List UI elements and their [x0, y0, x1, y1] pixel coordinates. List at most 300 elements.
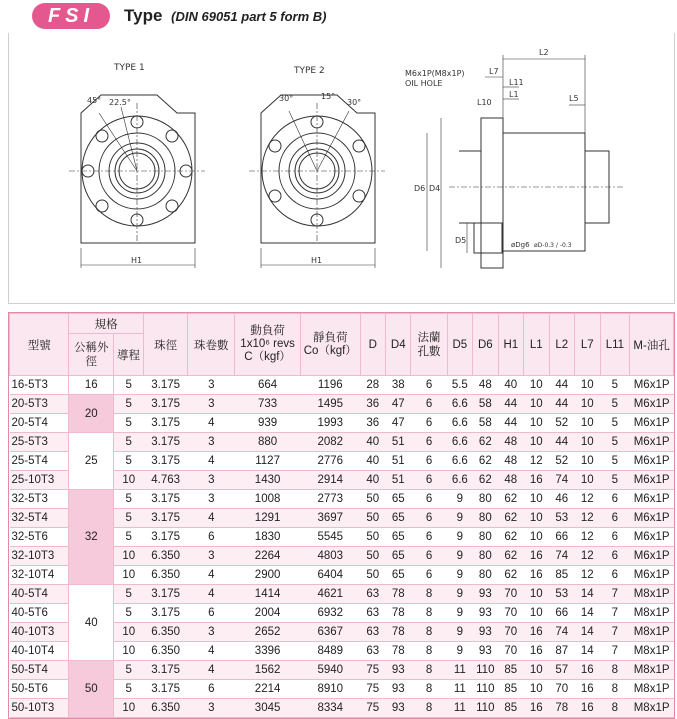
- cell-d4: 78: [386, 642, 411, 661]
- cell-c: 2900: [235, 566, 301, 585]
- cell-co: 6404: [301, 566, 360, 585]
- type2-angle-30b: 30°: [347, 98, 362, 107]
- cell-h1: 85: [498, 699, 523, 718]
- cell-l11: 6: [600, 490, 630, 509]
- cell-l1: 10: [524, 585, 549, 604]
- cell-lead: 5: [114, 414, 144, 433]
- cell-c: 1291: [235, 509, 301, 528]
- cell-l1: 10: [524, 604, 549, 623]
- cell-lead: 5: [114, 585, 144, 604]
- cell-d4: 65: [386, 566, 411, 585]
- cell-d6: 48: [473, 376, 498, 395]
- cell-model: 20-5T4: [10, 414, 69, 433]
- type1-label: TYPE 1: [114, 63, 145, 73]
- cell-h1: 44: [498, 414, 523, 433]
- cell-holes: 8: [411, 623, 447, 642]
- dim-d4: D4: [429, 184, 441, 193]
- cell-d6: 93: [473, 604, 498, 623]
- cell-model: 40-5T4: [10, 585, 69, 604]
- cell-l1: 16: [524, 566, 549, 585]
- dim-dg6: øDg6: [511, 241, 530, 249]
- cell-l1: 10: [524, 376, 549, 395]
- cell-lead: 10: [114, 623, 144, 642]
- type1-angle-45: 45°: [87, 96, 102, 105]
- cell-l2: 70: [549, 680, 574, 699]
- cell-ball: 3.175: [143, 490, 188, 509]
- cell-d: 36: [360, 414, 385, 433]
- cell-ball: 3.175: [143, 452, 188, 471]
- cell-l7: 12: [575, 528, 600, 547]
- cell-d: 63: [360, 604, 385, 623]
- cell-co: 8489: [301, 642, 360, 661]
- cell-holes: 6: [411, 376, 447, 395]
- cell-lead: 5: [114, 490, 144, 509]
- cell-l2: 44: [549, 395, 574, 414]
- cell-l1: 10: [524, 433, 549, 452]
- cell-l2: 44: [549, 433, 574, 452]
- cell-c: 3045: [235, 699, 301, 718]
- cell-c: 733: [235, 395, 301, 414]
- cell-lead: 5: [114, 680, 144, 699]
- cell-d4: 38: [386, 376, 411, 395]
- cell-lead: 5: [114, 395, 144, 414]
- cell-circ: 4: [188, 661, 235, 680]
- cell-circ: 6: [188, 604, 235, 623]
- cell-c: 880: [235, 433, 301, 452]
- cell-d5: 6.6: [447, 471, 472, 490]
- cell-oil: M8x1P: [630, 680, 674, 699]
- cell-co: 5940: [301, 661, 360, 680]
- cell-lead: 10: [114, 566, 144, 585]
- col-oil-hole: M-油孔: [630, 314, 674, 376]
- cell-lead: 5: [114, 509, 144, 528]
- cell-d6: 80: [473, 566, 498, 585]
- cell-l2: 44: [549, 376, 574, 395]
- cell-l7: 16: [575, 699, 600, 718]
- cell-l7: 14: [575, 642, 600, 661]
- cell-model: 32-10T4: [10, 566, 69, 585]
- cell-circ: 3: [188, 395, 235, 414]
- cell-model: 40-10T4: [10, 642, 69, 661]
- type2-flange-drawing: [249, 95, 385, 268]
- cell-model: 32-10T3: [10, 547, 69, 566]
- cell-oil: M6x1P: [630, 433, 674, 452]
- cell-c: 1430: [235, 471, 301, 490]
- cell-l11: 6: [600, 528, 630, 547]
- cell-l7: 10: [575, 414, 600, 433]
- cell-lead: 5: [114, 528, 144, 547]
- cell-h1: 48: [498, 452, 523, 471]
- cell-d6: 80: [473, 528, 498, 547]
- cell-oil: M6x1P: [630, 490, 674, 509]
- cell-c: 2214: [235, 680, 301, 699]
- cell-l2: 57: [549, 661, 574, 680]
- cell-d5: 9: [447, 623, 472, 642]
- dim-l11: L11: [509, 78, 524, 87]
- cell-holes: 6: [411, 452, 447, 471]
- cell-d5: 11: [447, 661, 472, 680]
- cell-l7: 12: [575, 547, 600, 566]
- cell-l1: 10: [524, 395, 549, 414]
- cell-holes: 6: [411, 490, 447, 509]
- cell-nominal-od: 40: [69, 585, 114, 661]
- cell-h1: 70: [498, 623, 523, 642]
- cell-d: 50: [360, 566, 385, 585]
- cell-l7: 10: [575, 452, 600, 471]
- cell-ball: 3.175: [143, 604, 188, 623]
- cell-d: 63: [360, 623, 385, 642]
- cell-oil: M8x1P: [630, 604, 674, 623]
- cell-holes: 8: [411, 680, 447, 699]
- cell-d6: 93: [473, 585, 498, 604]
- dim-l10: L10: [477, 98, 492, 107]
- cell-l11: 7: [600, 604, 630, 623]
- col-lead: 導程: [114, 334, 144, 376]
- cell-lead: 10: [114, 642, 144, 661]
- cell-lead: 10: [114, 699, 144, 718]
- cell-d: 75: [360, 661, 385, 680]
- cell-d5: 9: [447, 528, 472, 547]
- col-model: 型號: [10, 314, 69, 376]
- cell-co: 8334: [301, 699, 360, 718]
- cell-holes: 6: [411, 509, 447, 528]
- cell-oil: M6x1P: [630, 471, 674, 490]
- col-l7: L7: [575, 314, 600, 376]
- cell-co: 1196: [301, 376, 360, 395]
- cell-l7: 12: [575, 509, 600, 528]
- cell-holes: 8: [411, 661, 447, 680]
- cell-d6: 62: [473, 452, 498, 471]
- table-row: [10, 433, 674, 452]
- cell-model: 20-5T3: [10, 395, 69, 414]
- cell-oil: M6x1P: [630, 376, 674, 395]
- cell-l1: 16: [524, 471, 549, 490]
- cell-circ: 6: [188, 680, 235, 699]
- cell-l2: 74: [549, 623, 574, 642]
- dim-d5: D5: [455, 236, 467, 245]
- cell-co: 1495: [301, 395, 360, 414]
- cell-d5: 11: [447, 699, 472, 718]
- cell-l2: 53: [549, 585, 574, 604]
- cell-holes: 8: [411, 585, 447, 604]
- cell-co: 2776: [301, 452, 360, 471]
- cell-d6: 110: [473, 699, 498, 718]
- cell-d4: 78: [386, 604, 411, 623]
- cell-l2: 74: [549, 471, 574, 490]
- cell-circ: 3: [188, 623, 235, 642]
- cell-holes: 6: [411, 547, 447, 566]
- cell-d6: 93: [473, 623, 498, 642]
- cell-c: 2652: [235, 623, 301, 642]
- cell-d6: 80: [473, 547, 498, 566]
- dim-l7: L7: [489, 67, 499, 76]
- cell-l1: 16: [524, 699, 549, 718]
- cell-oil: M6x1P: [630, 509, 674, 528]
- cell-nominal-od: 20: [69, 395, 114, 433]
- cell-l7: 14: [575, 585, 600, 604]
- type2-label: TYPE 2: [294, 66, 325, 76]
- cell-c: 1562: [235, 661, 301, 680]
- cell-model: 50-5T4: [10, 661, 69, 680]
- cell-ball: 3.175: [143, 509, 188, 528]
- cell-co: 2773: [301, 490, 360, 509]
- cell-l1: 10: [524, 509, 549, 528]
- cell-circ: 3: [188, 490, 235, 509]
- col-dyn-load: 動負荷 1x10⁶ revs C（kgf）: [235, 314, 301, 376]
- cell-l2: 46: [549, 490, 574, 509]
- cell-d4: 51: [386, 433, 411, 452]
- cell-l11: 7: [600, 642, 630, 661]
- cell-oil: M8x1P: [630, 585, 674, 604]
- cell-d5: 9: [447, 509, 472, 528]
- cell-ball: 6.350: [143, 547, 188, 566]
- cell-co: 2914: [301, 471, 360, 490]
- cell-d4: 65: [386, 509, 411, 528]
- cell-model: 32-5T6: [10, 528, 69, 547]
- cell-l2: 52: [549, 452, 574, 471]
- cell-circ: 4: [188, 414, 235, 433]
- cell-model: 40-5T6: [10, 604, 69, 623]
- cell-lead: 5: [114, 433, 144, 452]
- col-d: D: [360, 314, 385, 376]
- col-h1: H1: [498, 314, 523, 376]
- col-flange-holes: 法蘭 孔數: [411, 314, 447, 376]
- oil-hole-label: OIL HOLE: [405, 79, 443, 88]
- cell-holes: 6: [411, 395, 447, 414]
- cell-l1: 10: [524, 490, 549, 509]
- cell-circ: 3: [188, 547, 235, 566]
- cell-d5: 6.6: [447, 395, 472, 414]
- cell-h1: 62: [498, 566, 523, 585]
- cell-c: 1414: [235, 585, 301, 604]
- cell-l7: 10: [575, 376, 600, 395]
- cell-co: 4621: [301, 585, 360, 604]
- cell-l7: 10: [575, 433, 600, 452]
- type2-angle-15: 15°: [321, 92, 336, 101]
- cell-h1: 62: [498, 490, 523, 509]
- cell-model: 50-5T6: [10, 680, 69, 699]
- drawing-svg: [9, 33, 674, 303]
- cell-ball: 3.175: [143, 585, 188, 604]
- cell-l1: 10: [524, 528, 549, 547]
- page-title: [124, 6, 326, 26]
- cell-l2: 53: [549, 509, 574, 528]
- cell-c: 3396: [235, 642, 301, 661]
- cell-d: 40: [360, 433, 385, 452]
- cell-model: 32-5T3: [10, 490, 69, 509]
- cell-model: 32-5T4: [10, 509, 69, 528]
- cell-d5: 9: [447, 585, 472, 604]
- col-d4: D4: [386, 314, 411, 376]
- cell-l11: 5: [600, 376, 630, 395]
- cell-circ: 4: [188, 642, 235, 661]
- cell-model: 50-10T3: [10, 699, 69, 718]
- technical-drawing: [8, 33, 675, 304]
- col-circuits: 珠卷數: [188, 314, 235, 376]
- cell-c: 2264: [235, 547, 301, 566]
- cell-ball: 3.175: [143, 528, 188, 547]
- col-l2: L2: [549, 314, 574, 376]
- cell-l2: 78: [549, 699, 574, 718]
- cell-d5: 6.6: [447, 452, 472, 471]
- cell-oil: M8x1P: [630, 623, 674, 642]
- cell-d5: 9: [447, 642, 472, 661]
- cell-l2: 85: [549, 566, 574, 585]
- table-row: [10, 395, 674, 414]
- cell-holes: 6: [411, 471, 447, 490]
- cell-l11: 5: [600, 433, 630, 452]
- cell-l7: 14: [575, 604, 600, 623]
- cell-h1: 62: [498, 509, 523, 528]
- cell-d4: 93: [386, 661, 411, 680]
- cell-l11: 6: [600, 547, 630, 566]
- cell-holes: 6: [411, 528, 447, 547]
- title-standard: (DIN 69051 part 5 form B): [171, 9, 327, 24]
- cell-d5: 5.5: [447, 376, 472, 395]
- cell-d: 75: [360, 699, 385, 718]
- cell-d4: 78: [386, 623, 411, 642]
- cell-d4: 47: [386, 395, 411, 414]
- cell-d: 63: [360, 642, 385, 661]
- type2-angle-30a: 30°: [279, 94, 294, 103]
- cell-d4: 51: [386, 452, 411, 471]
- cell-l7: 14: [575, 623, 600, 642]
- cell-l1: 10: [524, 661, 549, 680]
- dim-l1: L1: [509, 90, 519, 99]
- cell-d4: 65: [386, 547, 411, 566]
- cell-lead: 5: [114, 452, 144, 471]
- cell-l1: 16: [524, 642, 549, 661]
- oil-hole-spec: M6x1P(M8x1P): [405, 69, 465, 78]
- cell-nominal-od: 16: [69, 376, 114, 395]
- cell-d6: 58: [473, 395, 498, 414]
- cell-l11: 5: [600, 414, 630, 433]
- cell-l2: 52: [549, 414, 574, 433]
- cell-l1: 10: [524, 414, 549, 433]
- cell-d: 50: [360, 490, 385, 509]
- cell-d5: 9: [447, 604, 472, 623]
- cell-h1: 62: [498, 528, 523, 547]
- cell-oil: M6x1P: [630, 395, 674, 414]
- cell-co: 5545: [301, 528, 360, 547]
- cell-oil: M6x1P: [630, 547, 674, 566]
- cell-l11: 5: [600, 452, 630, 471]
- spec-table-body: [10, 376, 674, 718]
- cell-circ: 3: [188, 699, 235, 718]
- cell-d6: 110: [473, 661, 498, 680]
- cell-holes: 8: [411, 642, 447, 661]
- cell-l2: 66: [549, 528, 574, 547]
- cell-l11: 8: [600, 680, 630, 699]
- cell-h1: 44: [498, 395, 523, 414]
- cell-model: 25-5T3: [10, 433, 69, 452]
- cell-oil: M6x1P: [630, 452, 674, 471]
- col-spec: 規格: [69, 314, 143, 334]
- cell-ball: 6.350: [143, 699, 188, 718]
- cell-d6: 110: [473, 680, 498, 699]
- cell-d: 50: [360, 509, 385, 528]
- cell-d5: 9: [447, 490, 472, 509]
- cell-l7: 16: [575, 661, 600, 680]
- cell-l11: 8: [600, 699, 630, 718]
- cell-circ: 3: [188, 433, 235, 452]
- cell-d4: 47: [386, 414, 411, 433]
- cell-co: 8910: [301, 680, 360, 699]
- cell-l7: 12: [575, 490, 600, 509]
- cell-nominal-od: 50: [69, 661, 114, 718]
- cell-c: 1127: [235, 452, 301, 471]
- cell-lead: 5: [114, 661, 144, 680]
- cell-l11: 7: [600, 623, 630, 642]
- cell-c: 1830: [235, 528, 301, 547]
- cell-l2: 74: [549, 547, 574, 566]
- cell-l7: 12: [575, 566, 600, 585]
- cell-circ: 4: [188, 509, 235, 528]
- series-badge: FSI: [32, 3, 110, 29]
- cell-circ: 3: [188, 376, 235, 395]
- cell-h1: 40: [498, 376, 523, 395]
- page-header: [0, 0, 677, 34]
- cell-d4: 51: [386, 471, 411, 490]
- cell-ball: 4.763: [143, 471, 188, 490]
- col-nominal-od: 公稱外徑: [69, 334, 114, 376]
- cell-d4: 78: [386, 585, 411, 604]
- cell-ball: 6.350: [143, 623, 188, 642]
- spec-table: [9, 313, 674, 718]
- cell-d: 40: [360, 471, 385, 490]
- cell-model: 25-10T3: [10, 471, 69, 490]
- cell-circ: 4: [188, 585, 235, 604]
- cell-lead: 10: [114, 471, 144, 490]
- cell-circ: 4: [188, 566, 235, 585]
- cell-h1: 48: [498, 433, 523, 452]
- cell-c: 1008: [235, 490, 301, 509]
- cell-l11: 6: [600, 566, 630, 585]
- cell-lead: 5: [114, 376, 144, 395]
- cell-circ: 6: [188, 528, 235, 547]
- cell-d: 40: [360, 452, 385, 471]
- cell-l1: 10: [524, 680, 549, 699]
- cell-co: 1993: [301, 414, 360, 433]
- cell-d5: 6.6: [447, 433, 472, 452]
- cell-d4: 93: [386, 699, 411, 718]
- table-row: [10, 376, 674, 395]
- cell-h1: 62: [498, 547, 523, 566]
- cell-d: 63: [360, 585, 385, 604]
- cell-d6: 62: [473, 433, 498, 452]
- cell-d: 36: [360, 395, 385, 414]
- cell-l1: 12: [524, 452, 549, 471]
- cell-holes: 6: [411, 566, 447, 585]
- cell-l2: 66: [549, 604, 574, 623]
- cell-co: 2082: [301, 433, 360, 452]
- cell-model: 16-5T3: [10, 376, 69, 395]
- cell-circ: 3: [188, 471, 235, 490]
- cell-oil: M6x1P: [630, 566, 674, 585]
- col-l11: L11: [600, 314, 630, 376]
- cell-ball: 3.175: [143, 433, 188, 452]
- col-static-load: 靜負荷 Co（kgf）: [301, 314, 360, 376]
- cell-l11: 8: [600, 661, 630, 680]
- cell-ball: 3.175: [143, 376, 188, 395]
- type1-angle-22-5: 22.5°: [109, 98, 131, 107]
- cell-l2: 87: [549, 642, 574, 661]
- cell-h1: 70: [498, 585, 523, 604]
- cell-d4: 65: [386, 528, 411, 547]
- dim-l5: L5: [569, 94, 579, 103]
- cell-l7: 16: [575, 680, 600, 699]
- cell-oil: M6x1P: [630, 414, 674, 433]
